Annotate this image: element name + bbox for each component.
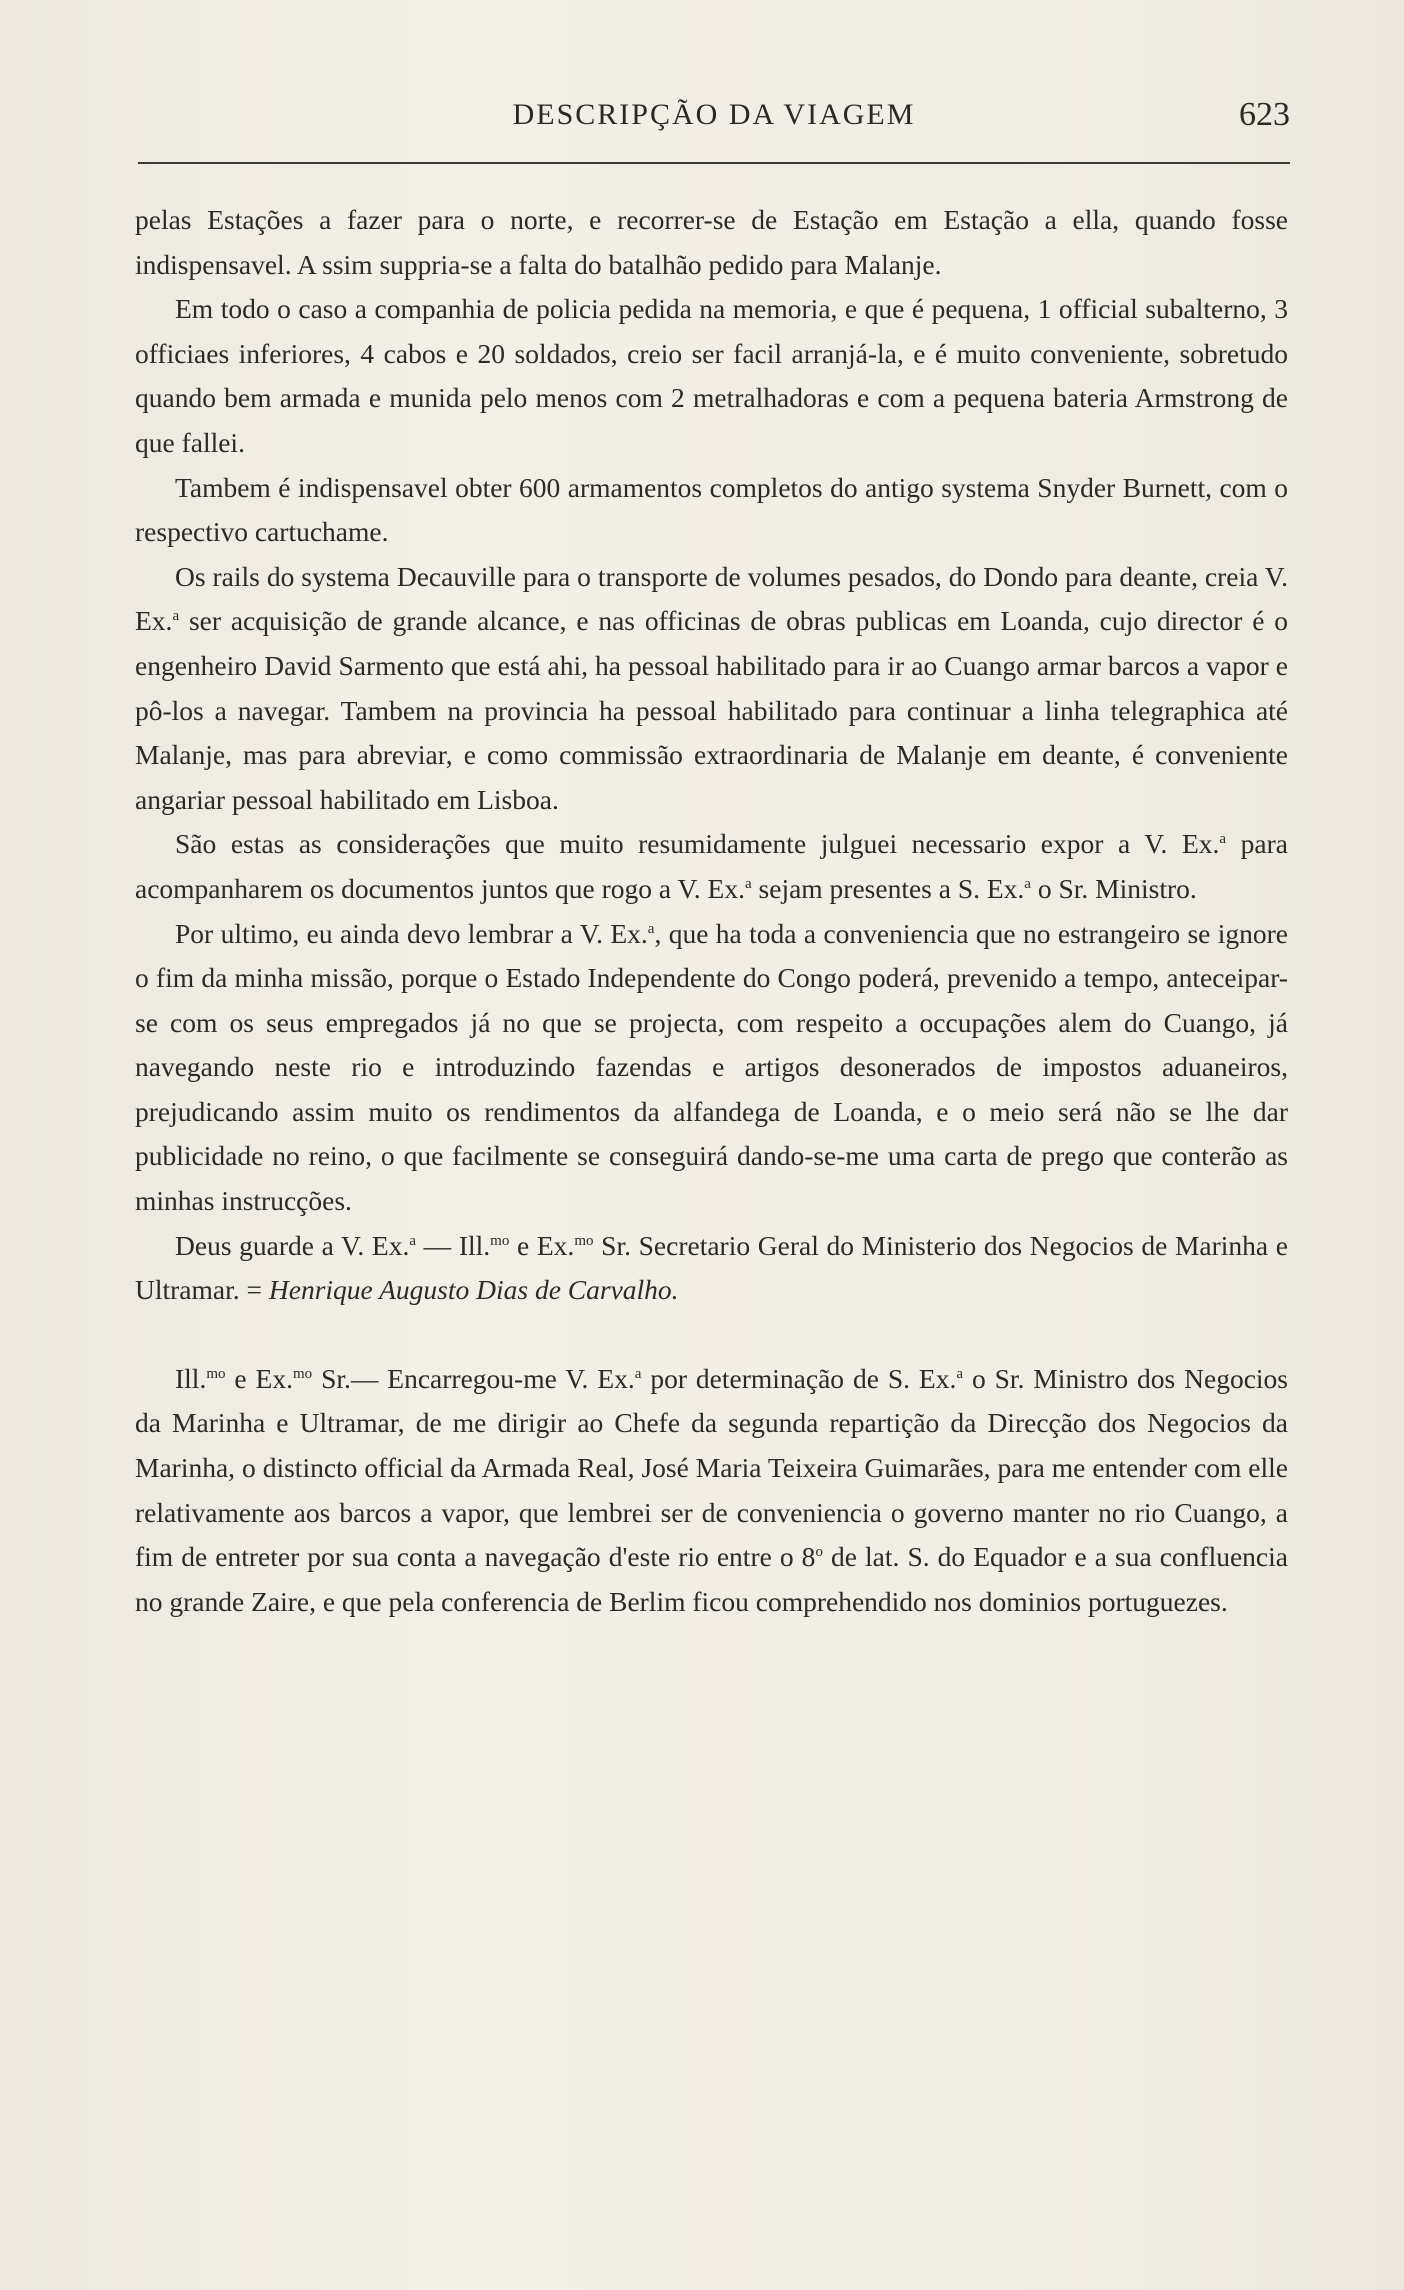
signature: Henrique Augusto Dias de Carvalho. — [268, 1274, 679, 1306]
paragraph-2: Em todo o caso a companhia de policia pedida na memoria, e que é pequena, 1 official subalterno, 3 officiaes inferiores, 4 cabos e 20 soldados, creio ser facil arranjá-la, e é muito conveniente, sobretudo quando bem armada e munida pelo menos com 2 metralhadoras e com a pequena bateria Armstrong de que fallei. — [135, 293, 1288, 458]
paragraph-6: Por ultimo, eu ainda devo lembrar a V. Ex.$^a$, que ha toda a conveniencia que no estrangeiro se ignore o fim da minha missão, porque o Estado Independente do Congo poderá, prevenido a tempo, anteceipar-se com os seus empregados já no que se projecta, com respeito a occupações alem do Cuango, já navegando neste rio e introduzindo fazendas e artigos desonerados de impostos aduaneiros, prejudicando assim muito os rendimentos da alfandega de Loanda, e o meio será não se lhe dar publicidade no reino, o que facilmente se conseguirá dando-se-me uma carta de prego que conterão as minhas instrucções. — [135, 917, 1288, 1217]
paragraph-8: Ill.$^{mo}$ e Ex.$^{mo}$ Sr.— Encarregou-me V. Ex.$^a$ por determinação de S. Ex.$^a$ o Sr. Ministro dos Negocios da Marinha e Ultramar, de me dirigir ao Chefe da segunda repartição da Direcção dos Negocios da Marinha, o distincto official da Armada Real, José Maria Teixeira Guimarães, para me entender com elle relativamente aos barcos a vapor, que lembrei ser de conveniencia o governo manter no rio Cuango, a fim de entreter por sua conta a navegação d'este rio entre o 8$^o$ de lat. S. do Equador e a sua confluencia no grande Zaire, e que pela conferencia de Berlim ficou comprehendido nos dominios portuguezes. — [135, 1362, 1288, 1617]
header-rule — [138, 162, 1290, 164]
paragraph-1: pelas Estações a fazer para o norte, e recorrer-se de Estação em Estação a ella, quando fosse indispensavel. A ssim suppria-se a falta do batalhão pedido para Malanje. — [135, 204, 1288, 280]
paragraph-4: Os rails do systema Decauville para o transporte de volumes pesados, do Dondo para deante, creia V. Ex.$^a$ ser acquisição de grande alcance, e nas officinas de obras publicas em Loanda, cujo director é o engenheiro David Sarmento que está ahi, ha pessoal habilitado para ir ao Cuango armar barcos a vapor e pô-los a navegar. Tambem na provincia ha pessoal habilitado para continuar a linha telegraphica até Malanje, mas para abreviar, e como commissão extraordinaria de Malanje em deante, é conveniente angariar pessoal habilitado em Lisboa. — [135, 560, 1288, 815]
paragraph-7: Deus guarde a V. Ex.$^a$ — Ill.$^{mo}$ e Ex.$^{mo}$ Sr. Secretario Geral do Ministerio dos Negocios de Marinha e Ultramar. = Henrique Augusto Dias de Carvalho. — [135, 1229, 1288, 1306]
running-title: DESCRIPÇÃO DA VIAGEM — [512, 98, 916, 131]
running-head — [138, 98, 1290, 142]
paragraph-3: Tambem é indispensavel obter 600 armamentos completos do antigo systema Snyder Burnett, com o respectivo cartuchame. — [135, 471, 1288, 548]
body-text — [135, 198, 1288, 1624]
page-number: 623 — [1239, 96, 1290, 133]
paragraph-5: São estas as considerações que muito resumidamente julguei necessario expor a V. Ex.$^a$ para acompanharem os documentos juntos que rogo a V. Ex.$^a$ sejam presentes a S. Ex.$^a$ o Sr. Ministro. — [135, 828, 1288, 904]
